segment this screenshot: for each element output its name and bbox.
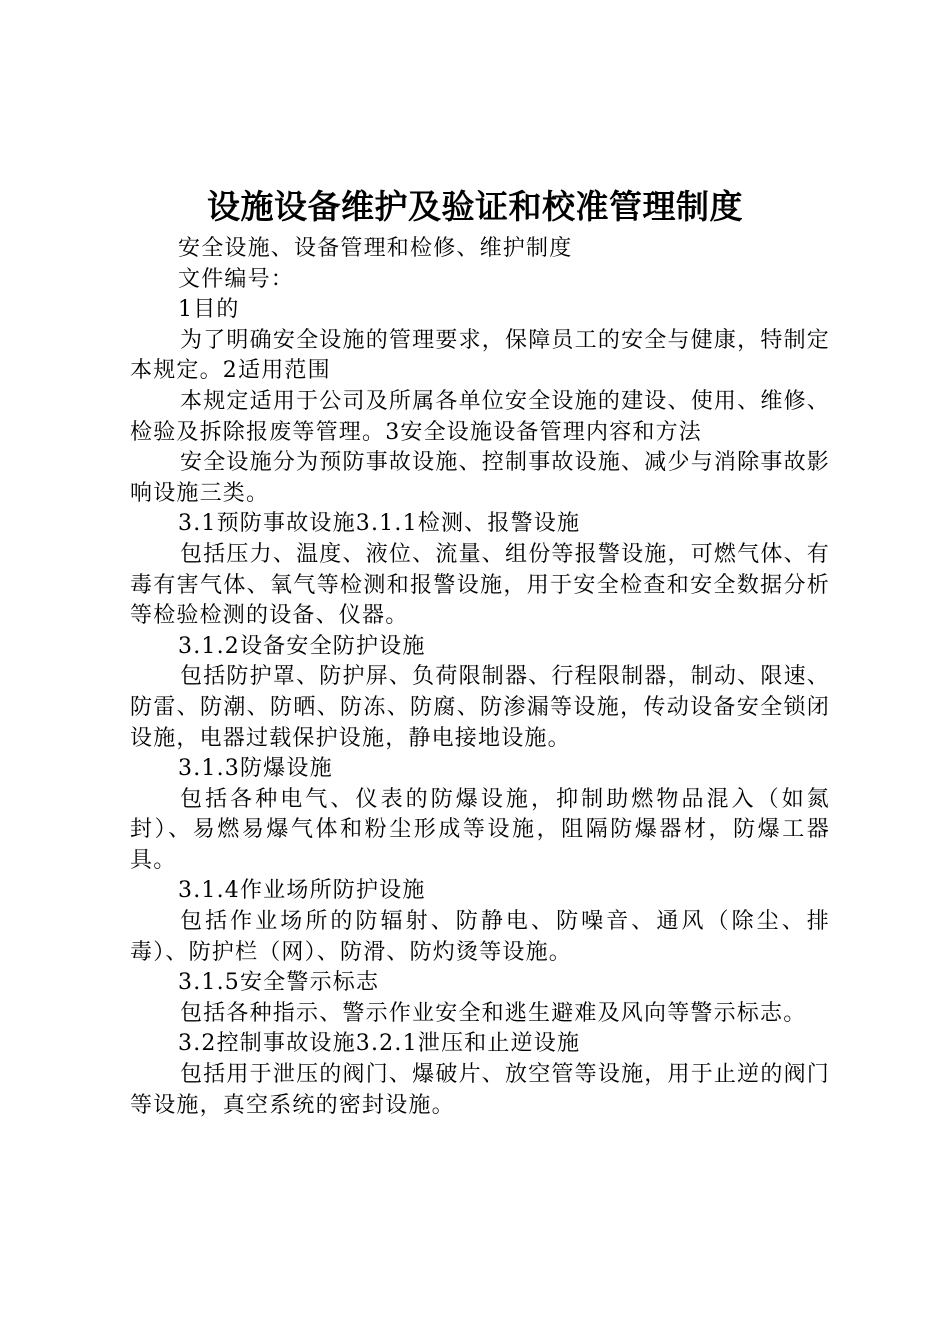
page-title: 设施设备维护及验证和校准管理制度 <box>207 187 743 226</box>
document-body <box>130 234 830 1121</box>
section-heading: 3.1.2设备安全防护设施 <box>178 633 426 659</box>
paragraph: 本规定适用于公司及所属各单位安全设施的建设、使用、维修、检验及拆除报废等管理。3安全设施设备管理内容和方法 <box>130 388 830 445</box>
paragraph: 包括各种电气、仪表的防爆设施，抑制助燃物品混入（如氮封）、易燃易爆气体和粉尘形成等设施，阻隔防爆器材，防爆工器具。 <box>130 786 830 873</box>
paragraph: 安全设施分为预防事故设施、控制事故设施、减少与消除事故影响设施三类。 <box>130 450 830 506</box>
paragraph: 包括防护罩、防护屏、负荷限制器、行程限制器，制动、限速、防雷、防潮、防晒、防冻、防腐、防渗漏等设施，传动设备安全锁闭设施，电器过载保护设施，静电接地设施。 <box>130 664 830 751</box>
subtitle-line: 安全设施、设备管理和检修、维护制度 <box>178 236 573 261</box>
section-heading: 3.1.3防爆设施 <box>178 756 333 782</box>
section-heading: 3.1.4作业场所防护设施 <box>178 878 426 904</box>
file-number-line: 文件编号： <box>178 266 295 292</box>
paragraph: 包括各种指示、警示作业安全和逃生避难及风向等警示标志。 <box>180 1000 807 1026</box>
paragraph: 包括压力、温度、液位、流量、组份等报警设施，可燃气体、有毒有害气体、氧气等检测和报警设施，用于安全检查和安全数据分析等检验检测的设备、仪器。 <box>130 541 830 629</box>
section-heading: 1目的 <box>178 297 240 323</box>
section-heading: 3.1.5安全警示标志 <box>178 970 380 996</box>
section-heading: 3.1预防事故设施3.1.1检测、报警设施 <box>178 511 581 537</box>
paragraph: 包括用于泄压的阀门、爆破片、放空管等设施，用于止逆的阀门等设施，真空系统的密封设施。 <box>130 1062 830 1118</box>
paragraph: 包括作业场所的防辐射、防静电、防噪音、通风（除尘、排毒）、防护栏（网）、防滑、防灼烫等设施。 <box>130 909 830 965</box>
section-heading: 3.2控制事故设施3.2.1泄压和止逆设施 <box>178 1031 581 1057</box>
paragraph: 为了明确安全设施的管理要求，保障员工的安全与健康，特制定本规定。2适用范围 <box>130 327 830 384</box>
